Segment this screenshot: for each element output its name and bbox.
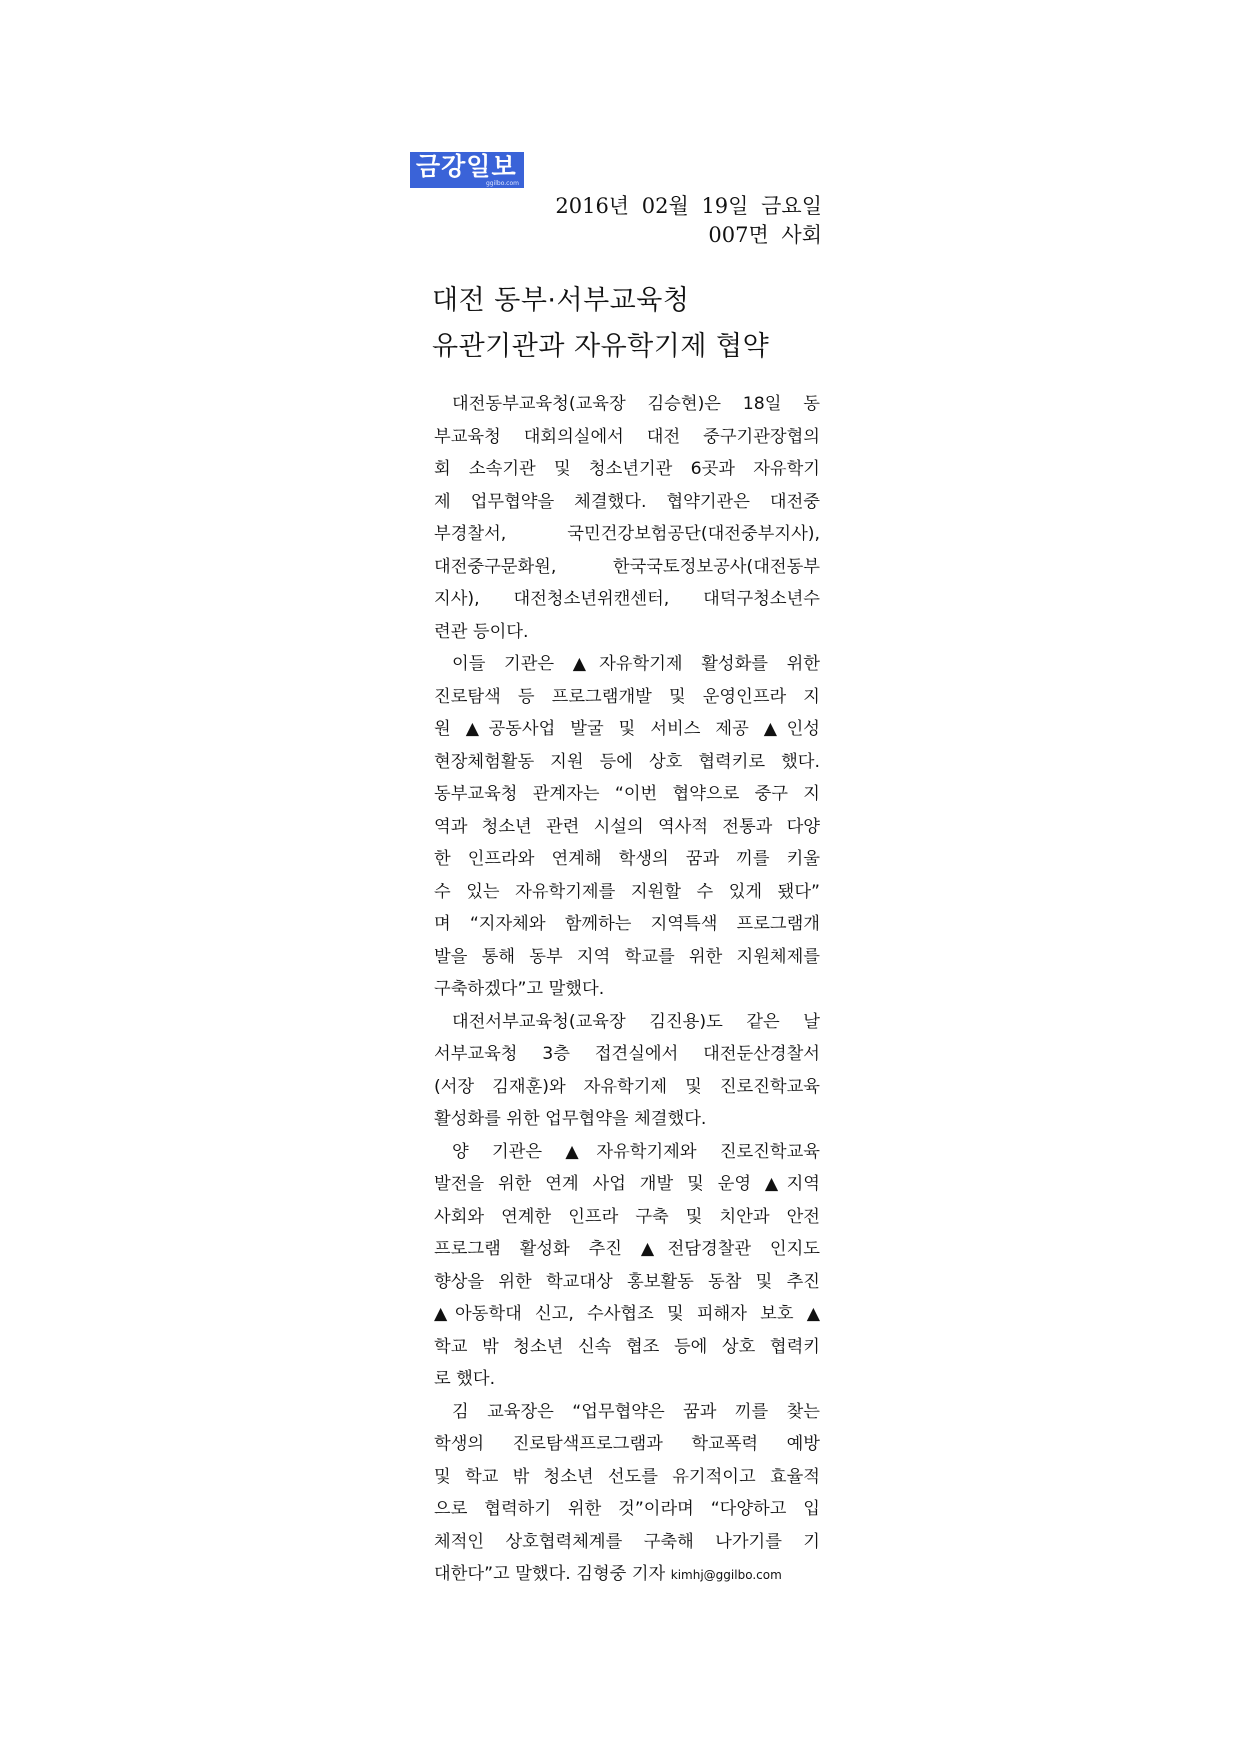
text-line: 원 ▲공동사업 발굴 및 서비스 제공 ▲인성 xyxy=(434,719,820,739)
logo-subtext: ggilbo.com xyxy=(485,180,519,187)
page-section-line: 007면 사회 xyxy=(708,223,822,247)
text-line: 현장체험활동 지원 등에 상호 협력키로 했다. xyxy=(434,751,820,772)
reporter-email: kimhj@ggilbo.com xyxy=(670,1568,782,1582)
text-line: (서장 김재훈)와 자유학기제 및 진로진학교육 xyxy=(434,1076,820,1097)
text-line: 동부교육청 관계자는 “이번 협약으로 중구 지 xyxy=(434,784,820,804)
text-line: 제 업무협약을 체결했다. 협약기관은 대전중 xyxy=(434,491,820,512)
text-line: 한 인프라와 연계해 학생의 꿈과 끼를 키울 xyxy=(434,849,820,869)
text-line: 수 있는 자유학기제를 지원할 수 있게 됐다” xyxy=(434,881,820,902)
text-line: 구축하겠다”고 말했다. xyxy=(434,979,605,999)
text-line: 및 학교 밖 청소년 선도를 유기적이고 효율적 xyxy=(434,1466,820,1487)
text-line: 지사), 대전청소년위캔센터, 대덕구청소년수 xyxy=(434,589,820,609)
date-line: 2016년 02월 19일 금요일 xyxy=(555,194,822,218)
article-headline xyxy=(432,278,769,370)
text-line: 련관 등이다. xyxy=(434,621,529,642)
text-line: 서부교육청 3층 접견실에서 대전둔산경찰서 xyxy=(434,1044,820,1064)
text-line: 발을 통해 동부 지역 학교를 위한 지원체제를 xyxy=(434,946,820,967)
text-line: 부교육청 대회의실에서 대전 중구기관장협의 xyxy=(434,426,820,447)
text-line: 로 했다. xyxy=(434,1369,496,1389)
text-line: 향상을 위한 학교대상 홍보활동 동참 및 추진 xyxy=(434,1271,820,1292)
paragraph-1 xyxy=(434,388,820,648)
text-line: 김 교육장은 “업무협약은 꿈과 끼를 찾는 xyxy=(452,1401,820,1422)
text-line: 학교 밖 청소년 신속 협조 등에 상호 협력키 xyxy=(434,1336,820,1357)
text-line: 회 소속기관 및 청소년기관 6곳과 자유학기 xyxy=(434,459,820,479)
text-line: 부경찰서, 국민건강보험공단(대전중부지사), xyxy=(434,524,820,544)
paragraph-4 xyxy=(434,1136,820,1396)
paragraph-3 xyxy=(434,1006,820,1136)
headline-line-2: 유관기관과 자유학기제 협약 xyxy=(432,331,770,362)
article-body xyxy=(434,388,820,1591)
text-line: 대전서부교육청(교육장 김진용)도 같은 날 xyxy=(452,1011,820,1032)
text-line: 활성화를 위한 업무협약을 체결했다. xyxy=(434,1109,707,1129)
text-line: 학생의 진로탐색프로그램과 학교폭력 예방 xyxy=(434,1434,820,1454)
byline-text: 대한다”고 말했다. 김형중 기자 xyxy=(434,1564,666,1584)
text-line: 이들 기관은 ▲자유학기제 활성화를 위한 xyxy=(452,654,820,674)
text-line: 프로그램 활성화 추진 ▲전담경찰관 인지도 xyxy=(434,1239,820,1259)
text-line: 사회와 연계한 인프라 구축 및 치안과 안전 xyxy=(434,1206,820,1227)
paragraph-5 xyxy=(434,1396,820,1591)
logo-text: 금강일보 xyxy=(416,152,517,181)
text-line: 양 기관은 ▲자유학기제와 진로진학교육 xyxy=(452,1141,820,1162)
headline-line-1: 대전 동부·서부교육청 xyxy=(432,285,690,316)
paragraph-2 xyxy=(434,648,820,1006)
newspaper-logo xyxy=(410,152,524,188)
text-line: 진로탐색 등 프로그램개발 및 운영인프라 지 xyxy=(434,686,820,707)
text-line: 대전중구문화원, 한국국토정보공사(대전동부 xyxy=(434,556,820,577)
text-line: 으로 협력하기 위한 것”이라며 “다양하고 입 xyxy=(434,1499,820,1519)
text-line: 체적인 상호협력체계를 구축해 나가기를 기 xyxy=(434,1531,820,1552)
text-line: 며 “지자체와 함께하는 지역특색 프로그램개 xyxy=(434,914,820,934)
text-line: 대전동부교육청(교육장 김승현)은 18일 동 xyxy=(452,394,820,414)
text-line: 발전을 위한 연계 사업 개발 및 운영 ▲지역 xyxy=(434,1174,820,1194)
text-line: 역과 청소년 관련 시설의 역사적 전통과 다양 xyxy=(434,816,820,837)
text-line: ▲아동학대 신고, 수사협조 및 피해자 보호 ▲ xyxy=(434,1304,820,1324)
publication-meta xyxy=(555,192,822,250)
byline-line xyxy=(434,1558,820,1591)
